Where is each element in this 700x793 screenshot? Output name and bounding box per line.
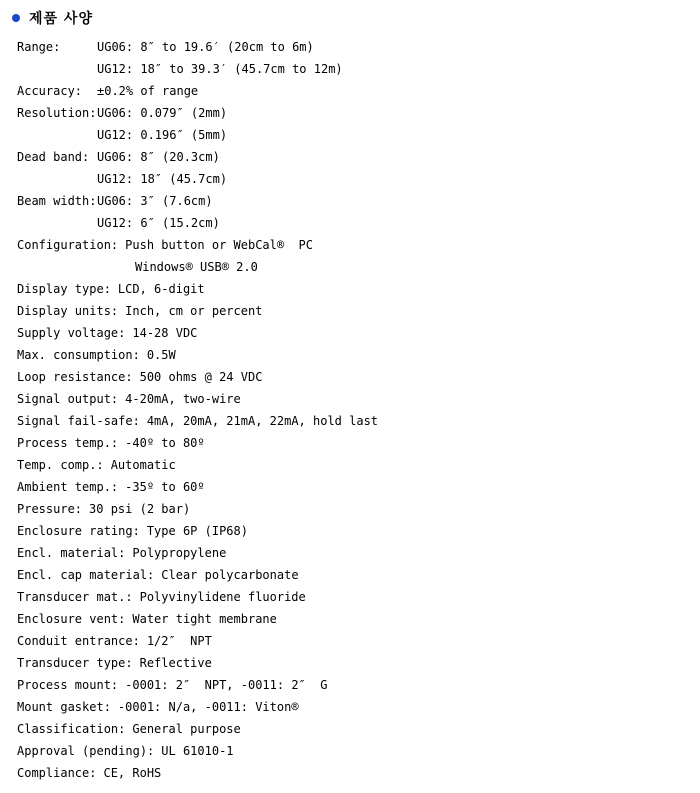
spec-label: Dead band: [17,150,90,164]
spec-value: UG12: 18″ (45.7cm) [97,172,228,186]
spec-value: -0001: 2″ NPT, -0011: 2″ G [125,678,328,692]
spec-label: Classification: [17,722,126,736]
spec-value: 0.5W [146,348,176,362]
spec-label: Resolution: [17,106,97,120]
spec-value: LCD, 6-digit [117,282,205,296]
spec-label: Signal fail-safe: [17,414,140,428]
spec-row-max-consumption [17,344,700,366]
spec-value: Automatic [110,458,176,472]
spec-label: Approval (pending): [17,744,155,758]
spec-row-signal-output [17,388,700,410]
spec-label: Accuracy: [17,84,83,98]
spec-label: Process mount: [17,678,119,692]
spec-row-conduit-entrance [17,630,700,652]
spec-value: -40º to 80º [125,436,205,450]
spec-row-mount-gasket [17,696,700,718]
spec-label: Ambient temp.: [17,480,119,494]
spec-label: Display units: [17,304,119,318]
spec-row-supply-voltage [17,322,700,344]
spec-label: Supply voltage: [17,326,126,340]
spec-label: Transducer mat.: [17,590,133,604]
spec-label: Encl. cap material: [17,568,155,582]
spec-value: Type 6P (IP68) [146,524,248,538]
spec-label: Encl. material: [17,546,126,560]
spec-value: UG06: 8″ (20.3cm) [97,150,220,164]
spec-label: Temp. comp.: [17,458,104,472]
spec-value: 1/2″ NPT [146,634,212,648]
section-title: 제품 사양 [29,11,93,27]
spec-row-pressure [17,498,700,520]
spec-row-encl-cap-material [17,564,700,586]
spec-value: UG06: 3″ (7.6cm) [97,194,213,208]
spec-value: UG12: 0.196″ (5mm) [97,128,228,142]
spec-row-ambient-temp [17,476,700,498]
spec-row-configuration-cont [17,256,700,278]
spec-row-enclosure-vent [17,608,700,630]
spec-row-resolution-cont [17,124,700,146]
spec-label: Compliance: [17,766,97,780]
spec-value: -35º to 60º [125,480,205,494]
spec-label: Loop resistance: [17,370,133,384]
spec-value: UG12: 6″ (15.2cm) [97,216,220,230]
spec-row-encl-material [17,542,700,564]
spec-value: UG12: 18″ to 39.3′ (45.7cm to 12m) [97,62,343,76]
spec-row-dead-band-cont [17,168,700,190]
spec-label: Beam width: [17,194,97,208]
spec-value: -0001: N/a, -0011: Viton® [117,700,299,714]
spec-row-display-units [17,300,700,322]
spec-row-temp-comp [17,454,700,476]
spec-row-dead-band [17,146,700,168]
spec-value: UG06: 8″ to 19.6′ (20cm to 6m) [97,40,314,54]
spec-value: 500 ohms @ 24 VDC [139,370,263,384]
spec-value: UL 61010-1 [161,744,234,758]
spec-row-approval [17,740,700,762]
spec-row-accuracy [17,80,700,102]
spec-row-process-temp [17,432,700,454]
spec-value: General purpose [132,722,241,736]
spec-label: Configuration: [17,238,119,252]
spec-row-enclosure-rating [17,520,700,542]
spec-label: Enclosure vent: [17,612,126,626]
spec-row-transducer-material [17,586,700,608]
spec-value: 4mA, 20mA, 21mA, 22mA, hold last [146,414,379,428]
spec-row-loop-resistance [17,366,700,388]
spec-value: Polypropylene [132,546,227,560]
spec-value: CE, RoHS [103,766,162,780]
spec-value: 30 psi (2 bar) [89,502,191,516]
spec-value: Polyvinylidene fluoride [139,590,306,604]
spec-row-beam-width [17,190,700,212]
spec-value: 14-28 VDC [132,326,198,340]
spec-row-beam-width-cont [17,212,700,234]
spec-value: Inch, cm or percent [125,304,263,318]
spec-row-compliance [17,762,700,784]
spec-value: Windows® USB® 2.0 [135,260,258,274]
spec-value: UG06: 0.079″ (2mm) [97,106,228,120]
spec-row-signal-fail-safe [17,410,700,432]
spec-value: Water tight membrane [132,612,277,626]
bullet-icon [12,14,20,22]
spec-row-classification [17,718,700,740]
spec-label: Pressure: [17,502,83,516]
spec-row-resolution [17,102,700,124]
spec-label: Transducer type: [17,656,133,670]
spec-value: Reflective [139,656,212,670]
spec-list [10,36,700,784]
spec-label: Signal output: [17,392,119,406]
spec-label: Max. consumption: [17,348,140,362]
spec-label: Mount gasket: [17,700,111,714]
spec-value: Push button or WebCal® PC [125,238,313,252]
spec-label: Range: [17,40,61,54]
spec-label: Enclosure rating: [17,524,140,538]
spec-value: ±0.2% of range [97,84,199,98]
spec-row-process-mount [17,674,700,696]
spec-label: Display type: [17,282,111,296]
spec-row-configuration [17,234,700,256]
spec-row-display-type [17,278,700,300]
spec-row-range [17,36,700,58]
section-header [10,6,700,30]
spec-value: Clear polycarbonate [161,568,299,582]
spec-value: 4-20mA, two-wire [125,392,241,406]
spec-label: Conduit entrance: [17,634,140,648]
spec-row-range-cont [17,58,700,80]
spec-row-transducer-type [17,652,700,674]
spec-label: Process temp.: [17,436,119,450]
